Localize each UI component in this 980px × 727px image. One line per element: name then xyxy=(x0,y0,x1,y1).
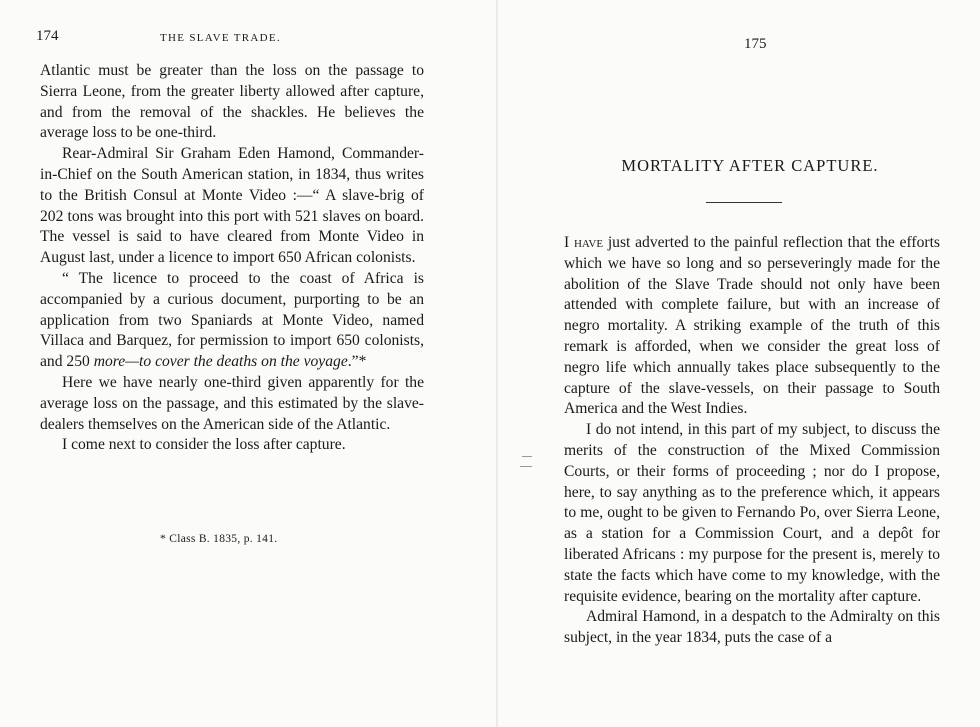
page-number-right: 175 xyxy=(744,36,767,52)
right-body-text xyxy=(564,233,940,649)
left-paragraph-3-end: .”* xyxy=(347,353,367,371)
footnote: * Class B. 1835, p. 141. xyxy=(160,533,278,545)
right-paragraph-3: Admiral Hamond, in a despatch to the Admiralty on this subject, in the year 1834, puts the case of a xyxy=(564,608,940,647)
left-paragraph-3-main: “ The licence to proceed to the coast of Africa is accompanied by a curious document, purporting to be an application from two Spaniards at Monte Video, named Villaca and Barquez, for permission to import 650 colonists, and 250 xyxy=(40,269,424,371)
right-paragraph-1-rest: just adverted to the painful reflection that the efforts which we have so long and so perseveringly made for the abolition of the Slave Trade should not only have been attended with complete failure, but with an increase of negro mortality. A striking example of the truth of this remark is afforded, when we consider the great loss of negro life which annually takes place subsequently to the capture of the slave-vessels, on their passage to South America and the West Indies. xyxy=(564,234,940,418)
left-paragraph-5: I come next to consider the loss after capture. xyxy=(62,436,346,454)
left-paragraph-2: Rear-Admiral Sir Graham Eden Hamond, Commander-in-Chief on the South American station, in 1834, thus writes to the British Consul at Monte Video :—“ A slave-brig of 202 tons was brought into this port with 521 slaves on board. The vessel is said to have cleared from Monte Video in August last, under a licence to import 650 African colonists. xyxy=(40,145,424,267)
left-paragraph-3-italic: more—to cover the deaths on the voyage xyxy=(93,353,348,371)
page-number-left: 174 xyxy=(36,28,59,44)
right-paragraph-1-lead: I have xyxy=(564,234,604,251)
running-head: THE SLAVE TRADE. xyxy=(160,32,281,44)
left-paragraph-3 xyxy=(40,269,424,373)
right-paragraph-2: I do not intend, in this part of my subject, to discuss the merits of the construction of the Mixed Commission Courts, or their forms of proceeding ; nor do I propose, here, to say anything as to the preference which, it appears to me, ought to be given to Fernando Po, over Sierra Leone, as a station for a Commission Court, and a depôt for liberated Africans : my purpose for the present is, merely to state the facts which have come to my knowledge, with the requisite evidence, bearing on the mortality after capture. xyxy=(564,421,940,605)
right-paragraph-1 xyxy=(564,233,940,420)
title-rule xyxy=(706,202,782,203)
chapter-title: MORTALITY AFTER CAPTURE. xyxy=(621,156,879,175)
left-paragraph-1: Atlantic must be greater than the loss on the passage to Sierra Leone, from the greater liberty allowed after capture, and from the removal of the shackles. He believes the average loss to be one-third. xyxy=(40,62,424,142)
left-paragraph-4: Here we have nearly one-third given apparently for the average loss on the passage, and this estimated by the slave-dealers themselves on the American side of the Atlantic. xyxy=(40,373,424,433)
book-gutter xyxy=(496,0,498,727)
right-page xyxy=(500,0,980,727)
left-body-text xyxy=(40,61,424,456)
